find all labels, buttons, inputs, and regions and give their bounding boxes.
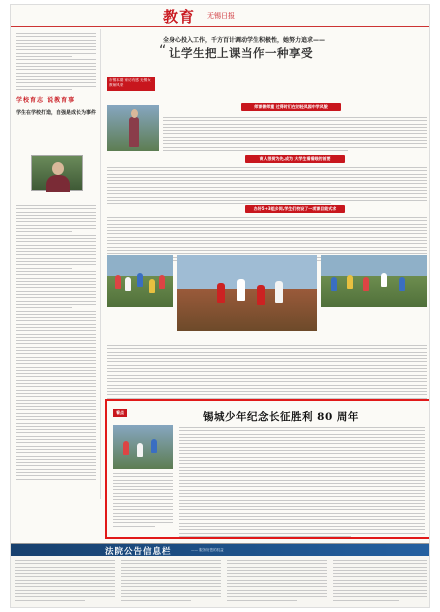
left-column-title: 学校育志 说教育事 — [16, 97, 76, 104]
hero-tag: 市锡本期 家访有感 无锡女教师风采 — [107, 77, 155, 91]
section-bar-2: 育人很荷为先,成为 大学生看看眼的首要 — [245, 155, 345, 163]
court-band-subtitle: —— 服务好您的权益 — [191, 548, 224, 552]
children-baseball-photo — [177, 255, 317, 331]
feature-title: 锡城少年纪念长征胜利 80 周年 — [203, 411, 359, 423]
court-notice-column-1 — [15, 560, 115, 603]
article-text-block-1 — [163, 117, 427, 153]
teacher-portrait-photo — [31, 155, 83, 191]
left-column-subtitle: 学生在学校打造，自强是成长为事件 — [16, 110, 97, 116]
portrait-head — [52, 162, 64, 175]
main-headline: 让学生把上课当作一种享受 — [169, 46, 313, 60]
quote-mark-icon: “ — [159, 43, 167, 59]
article-text-block-2 — [107, 167, 427, 207]
section-bar-3: 办好5+3组乡间,学生们校设了一项课目能式求 — [245, 205, 345, 213]
left-column-text-top — [16, 33, 96, 92]
court-notice-column-4 — [333, 560, 427, 603]
highlighted-feature-article[interactable] — [105, 399, 430, 539]
article-text-block-4 — [107, 345, 427, 404]
court-band-header — [11, 544, 430, 556]
court-notice-band — [11, 543, 430, 608]
main-headline-area — [105, 29, 427, 109]
feature-text-columns — [179, 427, 425, 539]
left-column-title-box — [16, 95, 96, 117]
teacher-classroom-photo — [107, 105, 159, 151]
newspaper-page — [10, 4, 430, 608]
children-garden-photo — [107, 255, 173, 307]
section-bar-1: 师课善师重 过得时们在初轻凤园中学风貌 — [241, 103, 341, 111]
feature-tag: 看点 — [113, 409, 127, 417]
portrait-body — [46, 175, 70, 192]
masthead — [11, 5, 430, 27]
masthead-brand: 教育 — [163, 8, 196, 26]
masthead-brand-sub: 无锡日报 — [207, 12, 235, 20]
feature-text-left — [113, 473, 173, 529]
headline-kicker: 全身心投入工作，千方百计调动学生积极性，她努力追求—— — [163, 37, 326, 44]
left-column — [11, 29, 101, 499]
court-band-title: 法院公告信息栏 — [105, 547, 172, 557]
left-column-text-bottom — [16, 205, 96, 482]
feature-photo — [113, 425, 173, 469]
court-notice-column-2 — [121, 560, 221, 603]
children-class-photo — [321, 255, 427, 307]
court-notice-column-3 — [227, 560, 327, 603]
